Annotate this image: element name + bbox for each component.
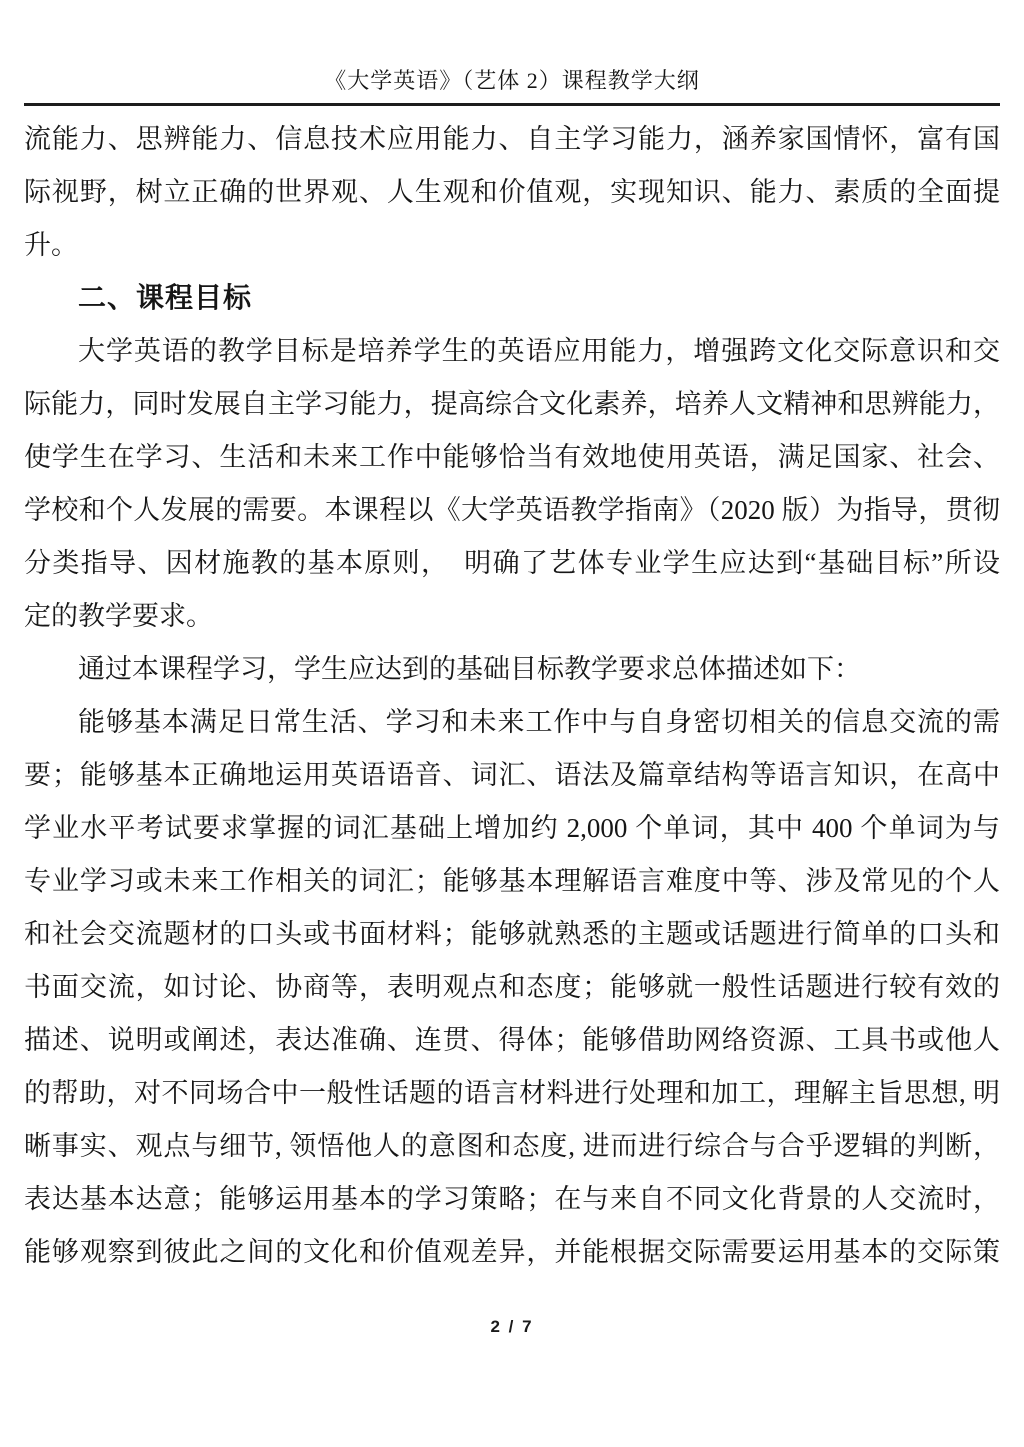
- body-line: 表达基本达意；能够运用基本的学习策略；在与来自不同文化背景的人交流时，: [24, 1184, 1000, 1214]
- body-line: 定的教学要求。: [24, 601, 213, 631]
- document-title: 《大学英语》（艺体 2）课程教学大纲: [324, 68, 700, 93]
- body-line: 专业学习或未来工作相关的词汇；能够基本理解语言难度中等、涉及常见的个人: [24, 866, 1000, 896]
- body-line: 通过本课程学习，学生应达到的基础目标教学要求总体描述如下：: [78, 654, 861, 684]
- body-line: 能够观察到彼此之间的文化和价值观差异，并能根据交际需要运用基本的交际策: [24, 1237, 1000, 1267]
- body-line: 使学生在学习、生活和未来工作中能够恰当有效地使用英语，满足国家、社会、: [24, 442, 1000, 472]
- page-number: 2 / 7: [490, 1317, 534, 1336]
- page-header: [24, 66, 1000, 106]
- body-line: 能够基本满足日常生活、学习和未来工作中与自身密切相关的信息交流的需: [78, 707, 1000, 737]
- body-line: 的帮助，对不同场合中一般性话题的语言材料进行处理和加工，理解主旨思想, 明: [24, 1078, 1000, 1108]
- body-line: 晰事实、观点与细节, 领悟他人的意图和态度, 进而进行综合与合乎逻辑的判断，: [24, 1131, 1000, 1161]
- header-rule: [24, 103, 1000, 106]
- section-heading-course-objectives: 二、课程目标: [78, 283, 253, 314]
- body-line: 书面交流，如讨论、协商等，表明观点和态度；能够就一般性话题进行较有效的: [24, 972, 1000, 1002]
- body-line: 要；能够基本正确地运用英语语音、词汇、语法及篇章结构等语言知识，在高中: [24, 760, 1000, 790]
- body-line: 和社会交流题材的口头或书面材料；能够就熟悉的主题或话题进行简单的口头和: [24, 919, 1000, 949]
- body-line: 学校和个人发展的需要。本课程以《大学英语教学指南》（2020 版）为指导，贯彻: [24, 495, 1000, 525]
- body-line: 升。: [24, 230, 78, 260]
- body-line: 学业水平考试要求掌握的词汇基础上增加约 2,000 个单词，其中 400 个单词为与: [24, 813, 1000, 843]
- document-body: [24, 113, 1000, 1279]
- body-line: 分类指导、因材施教的基本原则， 明确了艺体专业学生应达到“基础目标”所设: [24, 548, 1000, 578]
- body-line: 流能力、思辨能力、信息技术应用能力、自主学习能力，涵养家国情怀，富有国: [24, 124, 1000, 154]
- body-line: 描述、说明或阐述，表达准确、连贯、得体；能够借助网络资源、工具书或他人: [24, 1025, 1000, 1055]
- body-line: 大学英语的教学目标是培养学生的英语应用能力，增强跨文化交际意识和交: [78, 336, 1000, 366]
- body-line: 际视野，树立正确的世界观、人生观和价值观，实现知识、能力、素质的全面提: [24, 177, 1000, 207]
- body-line: 际能力，同时发展自主学习能力，提高综合文化素养，培养人文精神和思辨能力，: [24, 389, 1000, 419]
